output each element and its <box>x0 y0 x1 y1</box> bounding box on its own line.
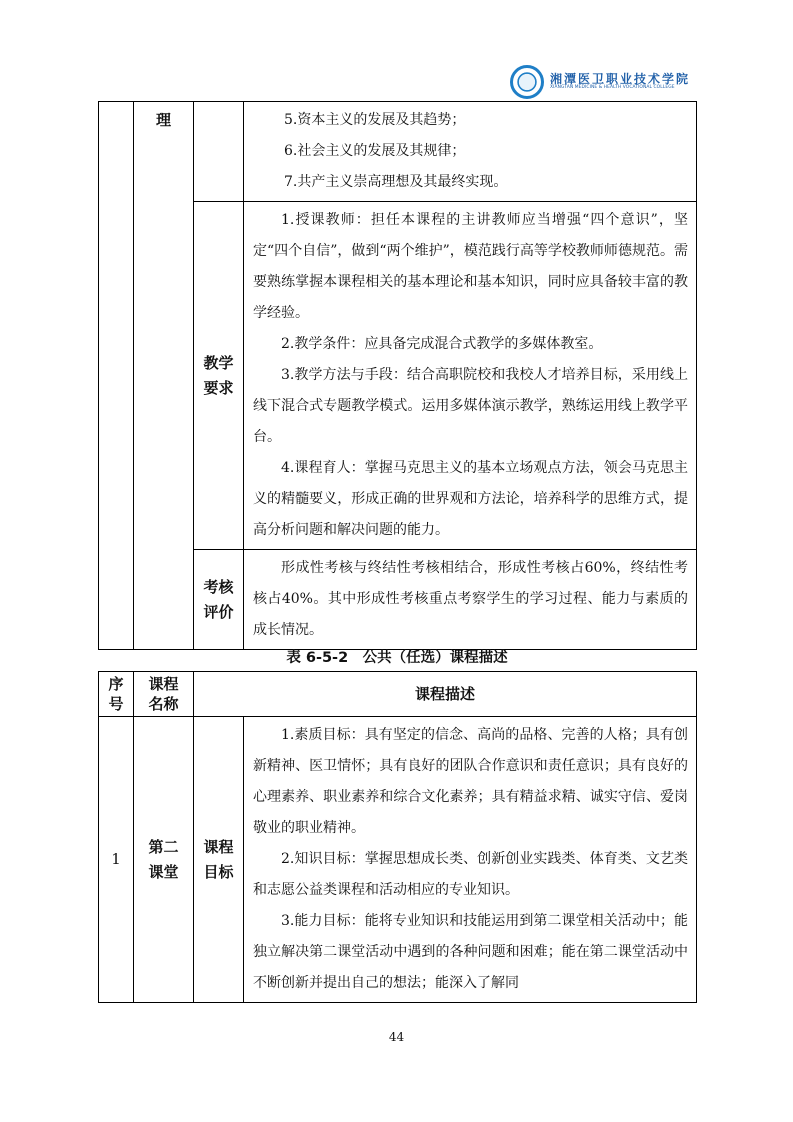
public-elective-course-table <box>98 671 697 1003</box>
course-name-cell <box>134 102 194 650</box>
row-seq: 1 <box>99 717 134 1003</box>
content-list-cell <box>244 102 697 202</box>
label-line: 考核 <box>203 577 234 596</box>
course-objectives-label <box>194 717 244 1003</box>
course-table-continued <box>98 101 697 650</box>
college-logo <box>510 62 690 102</box>
paragraph: 3.能力目标：能将专业知识和技能运用到第二课堂相关活动中；能独立解决第二课堂活动中遇到的各种问题和困难；能在第二课堂活动中不断创新并提出自己的想法；能深入了解同 <box>253 913 689 991</box>
table-header-row <box>99 672 697 717</box>
college-seal-icon <box>510 65 544 99</box>
header-line: 课程 <box>148 675 179 693</box>
table-caption: 表 6-5-2 公共（任选）课程描述 <box>286 650 508 666</box>
teaching-requirements-label <box>194 202 244 550</box>
list-item: 7.共产主义崇高理想及其最终实现。 <box>284 174 508 190</box>
header-line: 号 <box>108 695 124 713</box>
paragraph: 形成性考核与终结性考核相结合，形成性考核占60%，终结性考核占40%。其中形成性考核重点考察学生的学习过程、能力与素质的成长情况。 <box>253 560 688 638</box>
label-line: 课程 <box>203 837 234 856</box>
paragraph: 3.教学方法与手段：结合高职院校和我校人才培养目标，采用线上线下混合式专题教学模式。运用多媒体演示教学，熟练运用线上教学平台。 <box>253 367 688 445</box>
empty-label-cell <box>194 102 244 202</box>
paragraph: 2.知识目标：掌握思想成长类、创新创业实践类、体育类、文艺类和志愿公益类课程和活动相应的专业知识。 <box>253 851 689 898</box>
logo-text <box>550 73 690 91</box>
assessment-content <box>244 550 697 650</box>
page-number: 44 <box>388 1030 405 1044</box>
label-line: 评价 <box>203 602 234 621</box>
table-row <box>99 102 697 202</box>
header-course-description: 课程描述 <box>194 672 697 717</box>
paragraph: 2.教学条件：应具备完成混合式教学的多媒体教室。 <box>281 336 603 352</box>
paragraph: 1.素质目标：具有坚定的信念、高尚的品格、完善的人格；具有创新精神、医卫情怀；具有良好的团队合作意识和责任意识；具有良好的心理素养、职业素养和综合文化素养；具有精益求精、诚实守信、爱岗敬业的职业精神。 <box>253 727 689 836</box>
row-course-name <box>134 717 194 1003</box>
paragraph: 4.课程育人：掌握马克思主义的基本立场观点方法，领会马克思主义的精髓要义，形成正确的世界观和方法论，培养科学的思维方式，提高分析问题和解决问题的能力。 <box>253 460 688 538</box>
header-course-name <box>134 672 194 717</box>
assessment-label <box>194 550 244 650</box>
paragraph: 1.授课教师：担任本课程的主讲教师应当增强“四个意识”，坚定“四个自信”，做到“两个维护”，模范践行高等学校教师师德规范。需要熟练掌握本课程相关的基本理论和基本知识，同时应具备较丰富的教学经验。 <box>253 212 688 321</box>
seq-cell <box>99 102 134 650</box>
table-row <box>99 717 697 1003</box>
course-name-line: 第二 <box>148 837 179 856</box>
teaching-requirements-content <box>244 202 697 550</box>
label-line: 目标 <box>203 862 234 881</box>
header-seq <box>99 672 134 717</box>
label-line: 教学 <box>203 353 234 372</box>
course-objectives-content <box>244 717 697 1003</box>
logo-chinese-name: 湘潭医卫职业技术学院 <box>550 71 691 86</box>
course-name-fragment: 理 <box>155 111 171 129</box>
header-line: 名称 <box>148 695 179 713</box>
label-line: 要求 <box>203 378 234 397</box>
course-name-line: 课堂 <box>148 862 179 881</box>
list-item: 6.社会主义的发展及其规律； <box>284 143 466 159</box>
header-line: 序 <box>108 675 124 693</box>
logo-english-name: XIANGTAN MEDICINE & HEALTH VOCATIONAL COLLEGE <box>550 85 675 91</box>
list-item: 5.资本主义的发展及其趋势； <box>284 112 466 128</box>
